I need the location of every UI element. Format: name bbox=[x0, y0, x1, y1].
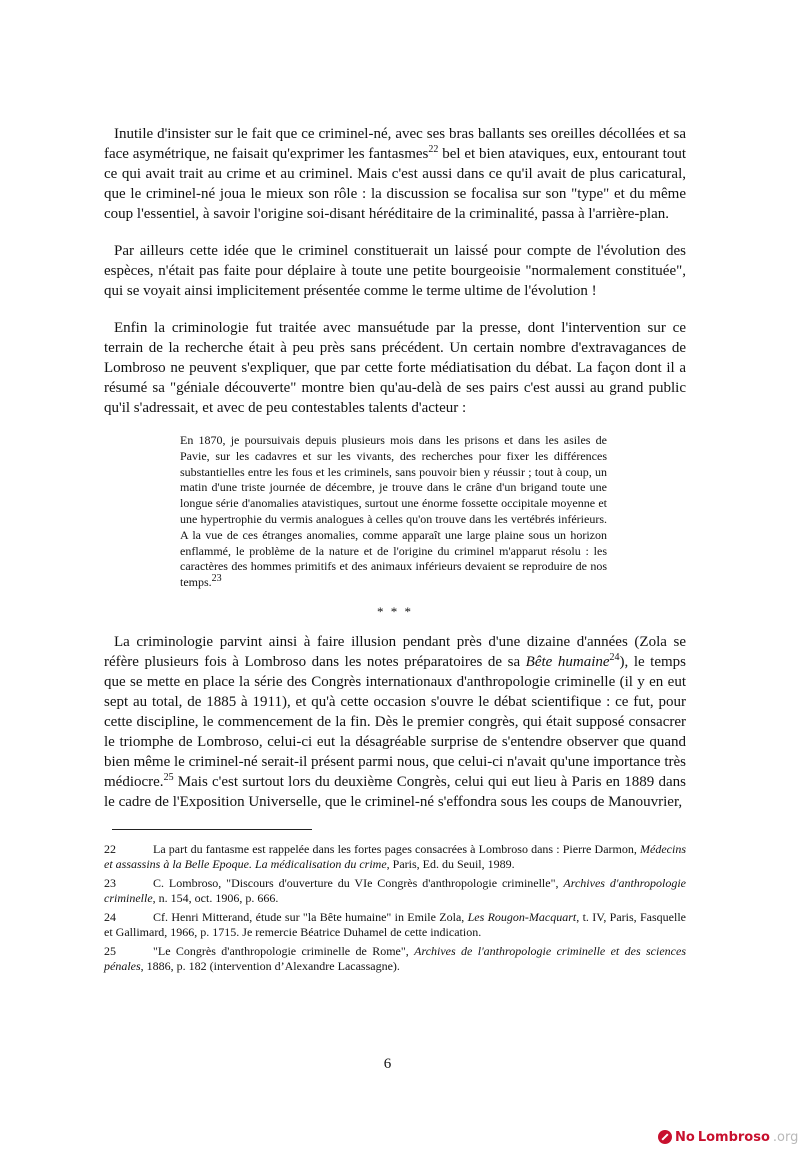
no-sign-icon bbox=[658, 1130, 672, 1144]
footnote-ref-25[interactable]: 25 bbox=[163, 771, 174, 783]
block-quote: En 1870, je poursuivais depuis plusieurs mois dans les prisons et dans les asiles de Pavie, sur les cadavres et sur les vivants, des recherches pour fixer les différences substantielles entre les fous et les criminels, sans pouvoir bien y réussir ; tout à coup, un matin d'une triste journée de décembre, je trouve dans le crâne d'un brigand toute une longue série d'anomalies atavistiques, surtout une énorme fossette occipitale moyenne et une hypertrophie du vermis analogues à celles qu'on trouve dans les vertébrés inférieurs. A la vue de ces étranges anomalies, comme apparaît une large plaine sous un horizon enflammé, le problème de la nature et de l'origine du criminel m'apparut résolu : les caractères des hommes primitifs et des animaux inférieurs devaient se reproduire de nos temps.$^{23}$ bbox=[180, 433, 607, 590]
watermark-logo[interactable]: No Lombroso .org bbox=[658, 1128, 798, 1146]
page-number: 6 bbox=[383, 1056, 392, 1072]
footnote-23: 23 C. Lombroso, "Discours d'ouverture du VIe Congrès d'anthropologie criminelle", Archives d'anthropologie criminelle, n. 154, oct. 1906, p. 666. bbox=[104, 875, 686, 906]
footnote-25: 25 "Le Congrès d'anthropologie criminelle de Rome", Archives de l'anthropologie criminelle et des sciences pénales, 1886, p. 182 (intervention d’Alexandre Lacassagne). bbox=[104, 943, 686, 974]
paragraph-2: Par ailleurs cette idée que le criminel constituerait un laissé pour compte de l'évolution des espèces, n'était pas faite pour déplaire à toute une petite bourgeoisie "normalement constituée", qui se voyait ainsi implicitement présentée comme le terme ultime de l'évolution ! bbox=[104, 243, 686, 299]
paragraph-3: Enfin la criminologie fut traitée avec mansuétude par la presse, dont l'intervention sur ce terrain de la recherche était à peu près sans précédent. Un certain nombre d'extravagances de Lombroso ne peuvent s'expliquer, que par cette forte médiatisation du débat. La façon dont il a résumé sa "géniale découverte" montre bien qu'au-delà de ses pairs c'est aussi au grand public qu'il s'adressait, et avec de peu contestables talents d'acteur : bbox=[104, 320, 686, 416]
section-separator: * * * bbox=[377, 603, 413, 619]
footnote-24: 24 Cf. Henri Mitterand, étude sur "la Bête humaine" in Emile Zola, Les Rougon-Macquart, t. IV, Paris, Fasquelle et Gallimard, 1966, p. 1715. Je remercie Béatrice Duhamel de cette indication. bbox=[104, 909, 686, 940]
footnote-ref-24[interactable]: 24 bbox=[609, 651, 620, 663]
page-body bbox=[104, 124, 686, 978]
footnote-ref-22[interactable]: 22 bbox=[428, 144, 439, 155]
paragraph-1: Inutile d'insister sur le fait que ce criminel-né, avec ses bras ballants ses oreilles décollées et sa face asymétrique, ne faisait qu'exprimer les fantasmes$^{22}$ bel et bien ataviques, eux, entourant tout ce qui avait trait au crime et au criminel. Mais c'est aussi dans ce qu'il avait de plus caricatural, que le criminel-né joua le mieux son rôle : la discussion se focalisa sur son "type" et du même coup l'essentiel, à savoir l'origine soi-disant héréditaire de la criminalité, passa à l'arrière-plan. bbox=[104, 126, 686, 222]
footnote-divider bbox=[112, 829, 312, 830]
footnote-ref-23[interactable]: 23 bbox=[211, 573, 222, 585]
footnote-22: 22 La part du fantasme est rappelée dans les fortes pages consacrées à Lombroso dans : Pierre Darmon, Médecins et assassins à la Belle Epoque. La médicalisation du crime, Paris, Ed. du Seuil, 1989. bbox=[104, 841, 686, 872]
paragraph-4: La criminologie parvint ainsi à faire illusion pendant près d'une dizaine d'années (Zola se réfère plusieurs fois à Lombroso dans les notes préparatoires de sa Bête humaine$^{24}$), le temps que se mette en place la série des Congrès internationaux d'anthropologie criminelle (il y en eut sept au total, de 1885 à 1911), et qu'à cette occasion s'ouvre le débat scientifique : ce fut, pour cette discipline, le commencement de la fin. Dès le premier congrès, qui était supposé consacrer le triomphe de Lombroso, celui-ci eut la désagréable surprise de s'entendre observer que quand bien même le criminel-né serait-il présent parmi nous, que celui-ci n'avait qu'une importance très médiocre.$^{25}$ Mais c'est surtout lors du deuxième Congrès, celui qui eut lieu à Paris en 1889 dans le cadre de l'Exposition Universelle, que le criminel-né s'effondra sous les coups de Manouvrier, bbox=[104, 633, 687, 810]
